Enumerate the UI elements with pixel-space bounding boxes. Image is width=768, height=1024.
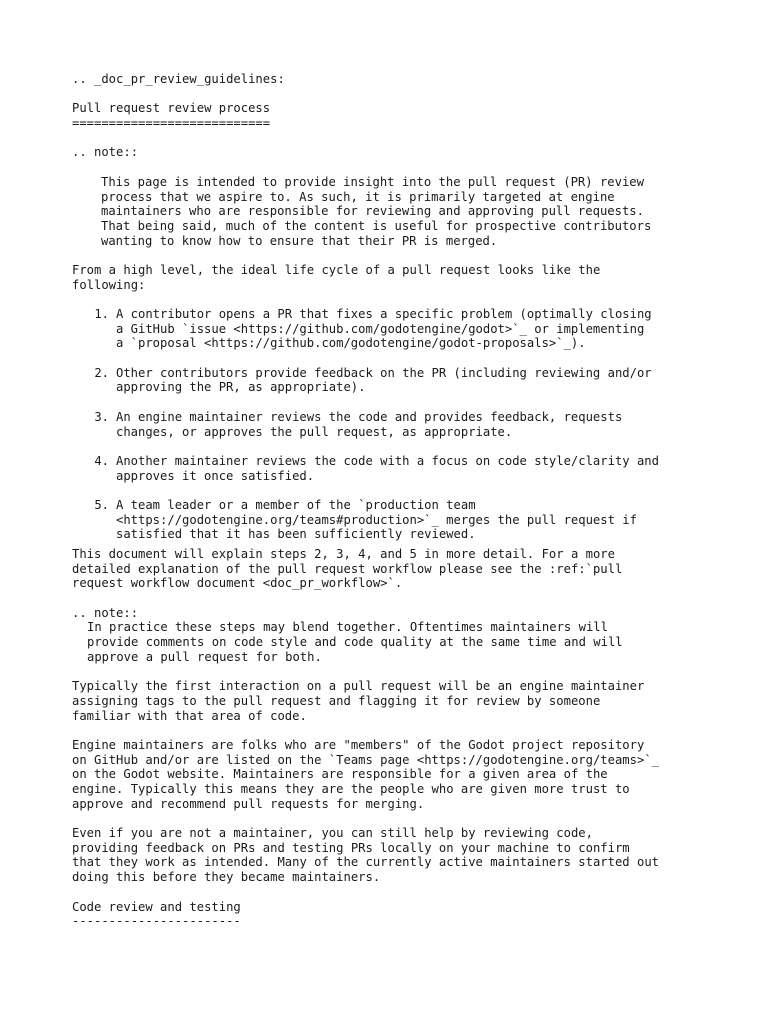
blank-line (72, 885, 712, 900)
paragraph-line: approve and recommend pull requests for merging. (72, 796, 425, 811)
list-item-text (109, 307, 652, 351)
blank-line (72, 248, 712, 263)
section-underline: ----------------------- (72, 914, 241, 929)
blank-line (72, 665, 712, 680)
paragraph-line: Even if you are not a maintainer, you can still help by reviewing code, (72, 826, 593, 841)
list-item (72, 454, 712, 483)
paragraph-line: Typically the first interaction on a pull request will be an engine maintainer (72, 679, 645, 694)
explain-line: request workflow document <doc_pr_workflow>`. (72, 576, 403, 591)
list-item-number: 2. (94, 365, 109, 380)
paragraph-line: on GitHub and/or are listed on the `Teams page <https://godotengine.org/teams>`_ (72, 752, 659, 767)
blank-line (72, 87, 712, 102)
list-item-text (109, 366, 652, 395)
list-item-line: Another maintainer reviews the code with a focus on code style/clarity and (116, 453, 659, 468)
blank-line (72, 131, 712, 146)
list-item-line: changes, or approves the pull request, as appropriate. (116, 424, 513, 439)
note-directive: .. note:: (72, 145, 139, 160)
list-item-text (109, 498, 637, 542)
note-line: provide comments on code style and code quality at the same time and will (87, 635, 623, 650)
list-item (72, 498, 712, 542)
list-item-number: 1. (94, 307, 109, 321)
note-line: That being said, much of the content is useful for prospective contributors (101, 218, 652, 233)
anchor-label: .. _doc_pr_review_guidelines: (72, 72, 285, 86)
note-body (72, 620, 712, 664)
list-item-line: Other contributors provide feedback on the PR (including reviewing and/or (116, 365, 652, 380)
list-item (72, 410, 712, 439)
note-line: process that we aspire to. As such, it is primarily targeted at engine (101, 189, 615, 204)
list-item-line: a `proposal <https://github.com/godotengine/godot-proposals>`_). (116, 336, 586, 351)
list-item-line: An engine maintainer reviews the code and provides feedback, requests (116, 409, 623, 424)
list-item-text (109, 454, 659, 483)
blank-line (72, 160, 712, 175)
blank-line (72, 292, 712, 307)
paragraph-line: Engine maintainers are folks who are "members" of the Godot project repository (72, 737, 645, 752)
list-item-line: A contributor opens a PR that fixes a specific problem (optimally closing (116, 307, 652, 321)
list-item-line: A team leader or a member of the `production team (116, 497, 476, 512)
paragraph-line: that they work as intended. Many of the currently active maintainers started out (72, 855, 659, 870)
note-body (72, 175, 712, 248)
lifecycle-steps-list (72, 307, 712, 542)
list-item-line: <https://godotengine.org/teams#production>`_ merges the pull request if (116, 512, 637, 527)
blank-line (72, 591, 712, 606)
list-item-number: 5. (94, 497, 109, 512)
note-directive: .. note:: (72, 605, 139, 620)
paragraph-line: providing feedback on PRs and testing PRs locally on your machine to confirm (72, 840, 630, 855)
intro-line: From a high level, the ideal life cycle of a pull request looks like the (72, 262, 601, 277)
list-item (72, 307, 712, 351)
section-title: Code review and testing (72, 899, 241, 914)
paragraph-line: assigning tags to the pull request and flagging it for review by someone (72, 693, 601, 708)
list-item-text (109, 410, 622, 439)
blank-line (72, 723, 712, 738)
intro-line: following: (72, 277, 146, 292)
explain-line: detailed explanation of the pull request workflow please see the :ref:`pull (72, 561, 623, 576)
note-line: maintainers who are responsible for reviewing and approving pull requests. (101, 204, 644, 219)
note-line: This page is intended to provide insight into the pull request (PR) review (101, 174, 644, 189)
paragraph-line: on the Godot website. Maintainers are responsible for a given area of the (72, 767, 608, 782)
paragraph-line: familiar with that area of code. (72, 708, 307, 723)
title-underline: =========================== (72, 116, 271, 131)
list-item-line: satisfied that it has been sufficiently reviewed. (116, 527, 476, 542)
rst-document (72, 72, 712, 929)
note-line: wanting to know how to ensure that their PR is merged. (101, 233, 498, 248)
list-item-line: approves it once satisfied. (116, 468, 315, 483)
paragraph-line: doing this before they became maintainers. (72, 870, 381, 885)
page-title: Pull request review process (72, 101, 271, 116)
list-item (72, 366, 712, 395)
note-line: approve a pull request for both. (87, 649, 322, 664)
list-item-line: approving the PR, as appropriate). (116, 380, 366, 395)
blank-line (72, 811, 712, 826)
list-item-number: 3. (94, 409, 109, 424)
explain-line: This document will explain steps 2, 3, 4, and 5 in more detail. For a more (72, 547, 615, 561)
note-line: In practice these steps may blend together. Oftentimes maintainers will (87, 620, 608, 635)
list-item-number: 4. (94, 453, 109, 468)
paragraph-line: engine. Typically this means they are the people who are given more trust to (72, 782, 630, 796)
list-item-line: a GitHub `issue <https://github.com/godotengine/godot>`_ or implementing (116, 321, 645, 336)
